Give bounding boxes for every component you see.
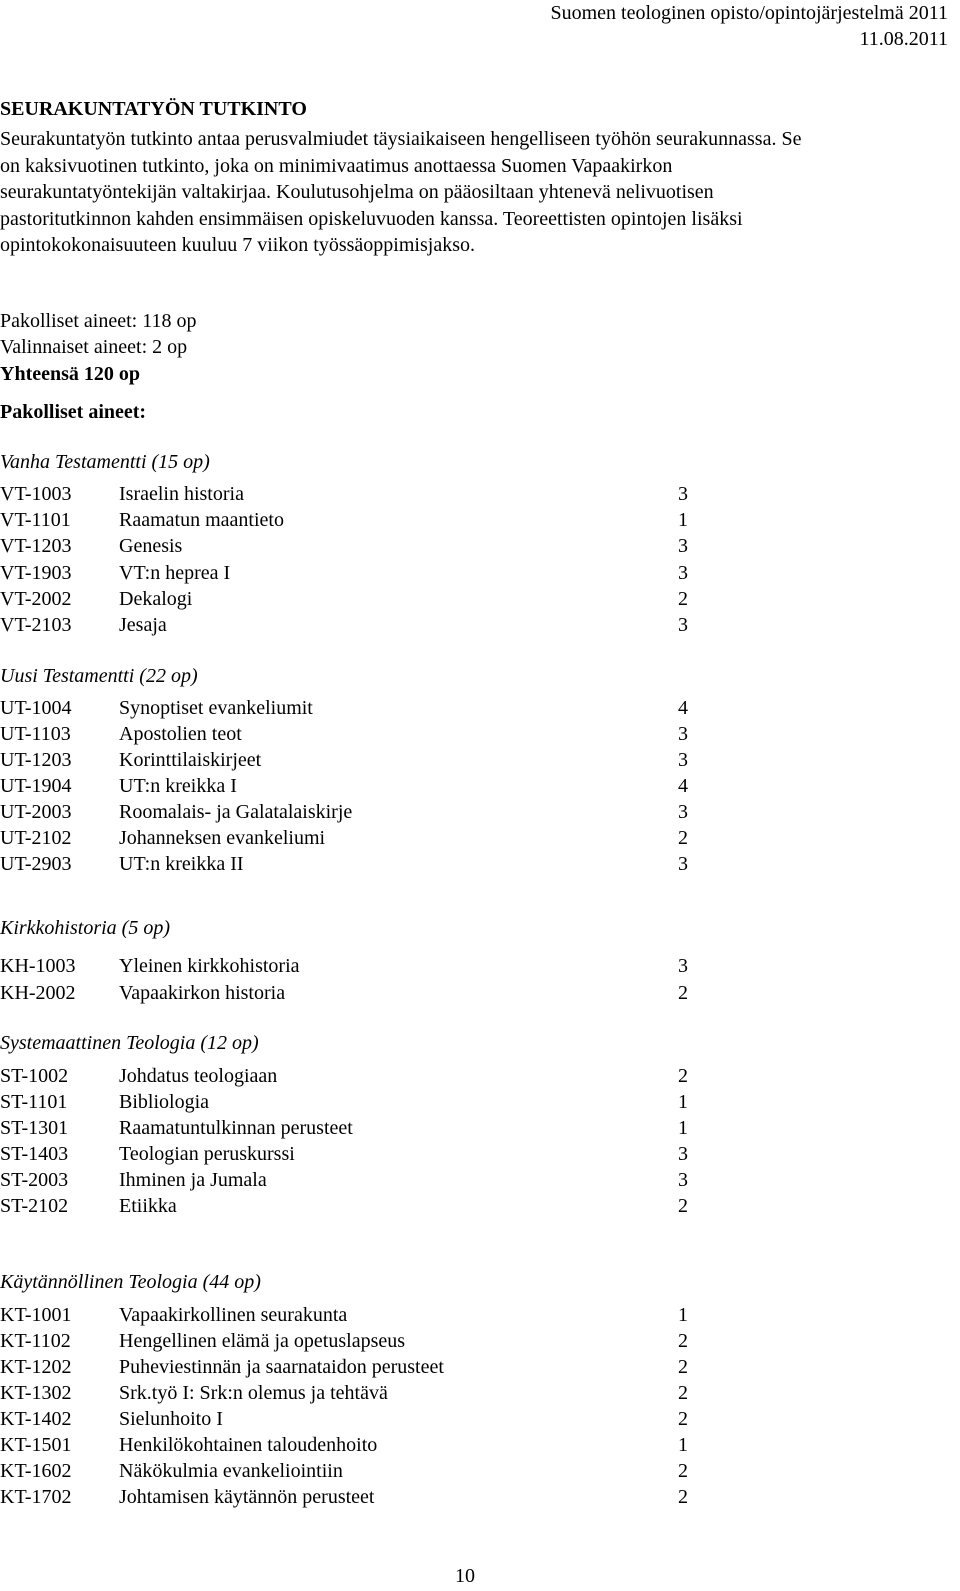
course-credits: 3 xyxy=(678,801,688,823)
course-credits: 1 xyxy=(678,1434,688,1456)
course-name: Israelin historia xyxy=(119,483,244,505)
intro-line: on kaksivuotinen tutkinto, joka on minimivaatimus anottaessa Suomen Vapaakirkon xyxy=(0,154,673,177)
course-code: ST-2102 xyxy=(0,1195,69,1217)
course-code: KH-2002 xyxy=(0,982,76,1004)
course-code: UT-1203 xyxy=(0,749,72,771)
course-name: Johanneksen evankeliumi xyxy=(119,827,326,849)
course-row xyxy=(0,586,700,612)
course-name: Teologian peruskurssi xyxy=(119,1143,295,1165)
header-institution: Suomen teologinen opisto/opintojärjestelmä 2011 xyxy=(550,2,948,24)
intro-line: Seurakuntatyön tutkinto antaa perusvalmiudet täysiaikaiseen hengelliseen työhön seurakunnassa. Se xyxy=(0,128,802,150)
course-code: UT-2003 xyxy=(0,801,72,823)
course-row xyxy=(0,1328,700,1354)
intro-line: opintokokonaisuuteen kuuluu 7 viikon työssäoppimisjakso. xyxy=(0,234,475,256)
course-name: Roomalais- ja Galatalaiskirje xyxy=(119,801,353,823)
course-credits: 2 xyxy=(678,1382,688,1404)
course-code: KT-1501 xyxy=(0,1434,72,1456)
course-credits: 2 xyxy=(678,982,688,1004)
course-row xyxy=(0,560,700,586)
course-code: VT-1101 xyxy=(0,509,71,532)
course-name: Henkilökohtainen taloudenhoito xyxy=(119,1434,378,1456)
course-name: Vapaakirkollinen seurakunta xyxy=(119,1304,348,1326)
course-row xyxy=(0,1089,700,1115)
course-row xyxy=(0,953,700,979)
course-row xyxy=(0,481,700,507)
course-credits: 1 xyxy=(678,1304,688,1326)
course-name: Korinttilaiskirjeet xyxy=(119,749,262,771)
course-credits: 1 xyxy=(678,1117,688,1139)
course-credits: 2 xyxy=(678,1486,688,1508)
course-row xyxy=(0,1115,700,1141)
course-row xyxy=(0,533,700,559)
course-row xyxy=(0,747,700,773)
course-row xyxy=(0,1302,700,1328)
course-name: Hengellinen elämä ja opetuslapseus xyxy=(119,1330,406,1352)
course-row xyxy=(0,1141,700,1167)
section-title-ut: Uusi Testamentti (22 op) xyxy=(0,665,198,687)
course-credits: 3 xyxy=(678,749,688,771)
course-row xyxy=(0,507,700,533)
course-row xyxy=(0,799,700,825)
course-code: UT-2102 xyxy=(0,827,72,849)
course-row xyxy=(0,773,700,799)
course-row xyxy=(0,1063,700,1089)
course-name: Näkökulmia evankeliointiin xyxy=(119,1460,343,1482)
intro-paragraph xyxy=(0,126,930,259)
course-name: UT:n kreikka I xyxy=(119,775,237,797)
course-name: VT:n heprea I xyxy=(119,561,231,584)
course-credits: 2 xyxy=(678,1356,688,1378)
course-name: Jesaja xyxy=(119,614,167,636)
course-code: VT-1903 xyxy=(0,561,72,584)
section-title-vt: Vanha Testamentti (15 op) xyxy=(0,451,210,473)
course-code: UT-2903 xyxy=(0,853,72,875)
course-name: Apostolien teot xyxy=(119,723,242,745)
course-credits: 2 xyxy=(678,827,688,849)
course-name: Bibliologia xyxy=(119,1091,209,1113)
course-credits: 3 xyxy=(678,561,688,584)
course-name: Puheviestinnän ja saarnataidon perusteet xyxy=(119,1356,444,1378)
course-name: Sielunhoito I xyxy=(119,1408,223,1430)
course-credits: 2 xyxy=(678,1195,688,1217)
course-row xyxy=(0,1406,700,1432)
course-name: Raamatun maantieto xyxy=(119,509,284,532)
intro-line: seurakuntatyöntekijän valtakirjaa. Koulutusohjelma on pääosiltaan yhtenevä nelivuotisen xyxy=(0,181,714,203)
course-credits: 2 xyxy=(678,587,688,610)
summary-mandatory: Pakolliset aineet: 118 op xyxy=(0,310,197,332)
document-title: SEURAKUNTATYÖN TUTKINTO xyxy=(0,98,307,120)
course-credits: 2 xyxy=(678,1330,688,1352)
course-name: Synoptiset evankeliumit xyxy=(119,697,313,719)
course-code: ST-1403 xyxy=(0,1143,69,1165)
course-credits: 3 xyxy=(678,853,688,875)
course-credits: 3 xyxy=(678,955,688,977)
course-code: VT-2103 xyxy=(0,614,72,636)
course-code: ST-1101 xyxy=(0,1091,68,1113)
course-credits: 1 xyxy=(678,1091,688,1113)
course-code: KT-1702 xyxy=(0,1486,72,1508)
mandatory-heading: Pakolliset aineet: xyxy=(0,401,147,423)
course-row xyxy=(0,1380,700,1406)
course-code: KT-1102 xyxy=(0,1330,71,1352)
course-code: UT-1904 xyxy=(0,775,72,797)
course-code: ST-2003 xyxy=(0,1169,69,1191)
course-credits: 3 xyxy=(678,535,688,558)
course-row xyxy=(0,721,700,747)
course-code: UT-1004 xyxy=(0,697,72,719)
intro-line: pastoritutkinnon kahden ensimmäisen opiskeluvuoden kanssa. Teoreettisten opintojen lisäksi xyxy=(0,207,743,230)
course-code: UT-1103 xyxy=(0,723,71,745)
course-name: Yleinen kirkkohistoria xyxy=(119,955,300,977)
course-code: KT-1402 xyxy=(0,1408,72,1430)
course-credits: 4 xyxy=(678,697,688,719)
course-name: Genesis xyxy=(119,535,183,558)
course-credits: 3 xyxy=(678,1143,688,1165)
course-row xyxy=(0,1193,700,1219)
header-date: 11.08.2011 xyxy=(859,28,948,50)
course-credits: 1 xyxy=(678,509,688,532)
course-name: Ihminen ja Jumala xyxy=(119,1169,267,1191)
course-code: KH-1003 xyxy=(0,955,76,977)
course-code: KT-1302 xyxy=(0,1382,72,1404)
course-name: Raamatuntulkinnan perusteet xyxy=(119,1117,353,1139)
section-title-st: Systemaattinen Teologia (12 op) xyxy=(0,1032,259,1054)
course-name: Etiikka xyxy=(119,1195,177,1217)
course-name: Dekalogi xyxy=(119,587,193,610)
course-name: Johtamisen käytännön perusteet xyxy=(119,1486,375,1508)
course-row xyxy=(0,825,700,851)
course-row xyxy=(0,1354,700,1380)
course-row xyxy=(0,1432,700,1458)
page-number: 10 xyxy=(455,1565,475,1587)
course-code: KT-1602 xyxy=(0,1460,72,1482)
course-row xyxy=(0,1458,700,1484)
course-row xyxy=(0,851,700,877)
course-credits: 3 xyxy=(678,1169,688,1191)
course-credits: 4 xyxy=(678,775,688,797)
course-name: UT:n kreikka II xyxy=(119,853,244,875)
course-row xyxy=(0,612,700,638)
course-credits: 3 xyxy=(678,614,688,636)
course-code: VT-2002 xyxy=(0,587,72,610)
course-code: KT-1001 xyxy=(0,1304,72,1326)
summary-optional: Valinnaiset aineet: 2 op xyxy=(0,336,188,358)
course-code: ST-1301 xyxy=(0,1117,69,1139)
course-code: ST-1002 xyxy=(0,1065,69,1087)
page-header xyxy=(550,0,948,52)
course-row xyxy=(0,1167,700,1193)
course-name: Srk.työ I: Srk:n olemus ja tehtävä xyxy=(119,1382,388,1404)
course-name: Vapaakirkon historia xyxy=(119,982,286,1004)
course-credits: 2 xyxy=(678,1408,688,1430)
section-title-kt: Käytännöllinen Teologia (44 op) xyxy=(0,1271,261,1293)
course-row xyxy=(0,980,700,1006)
course-credits: 3 xyxy=(678,483,688,505)
course-credits: 3 xyxy=(678,723,688,745)
course-row xyxy=(0,695,700,721)
course-code: KT-1202 xyxy=(0,1356,72,1378)
course-name: Johdatus teologiaan xyxy=(119,1065,278,1087)
course-code: VT-1003 xyxy=(0,483,72,505)
course-credits: 2 xyxy=(678,1065,688,1087)
section-title-kh: Kirkkohistoria (5 op) xyxy=(0,917,170,939)
course-row xyxy=(0,1484,700,1510)
course-code: VT-1203 xyxy=(0,535,72,558)
summary-total: Yhteensä 120 op xyxy=(0,363,141,385)
course-credits: 2 xyxy=(678,1460,688,1482)
